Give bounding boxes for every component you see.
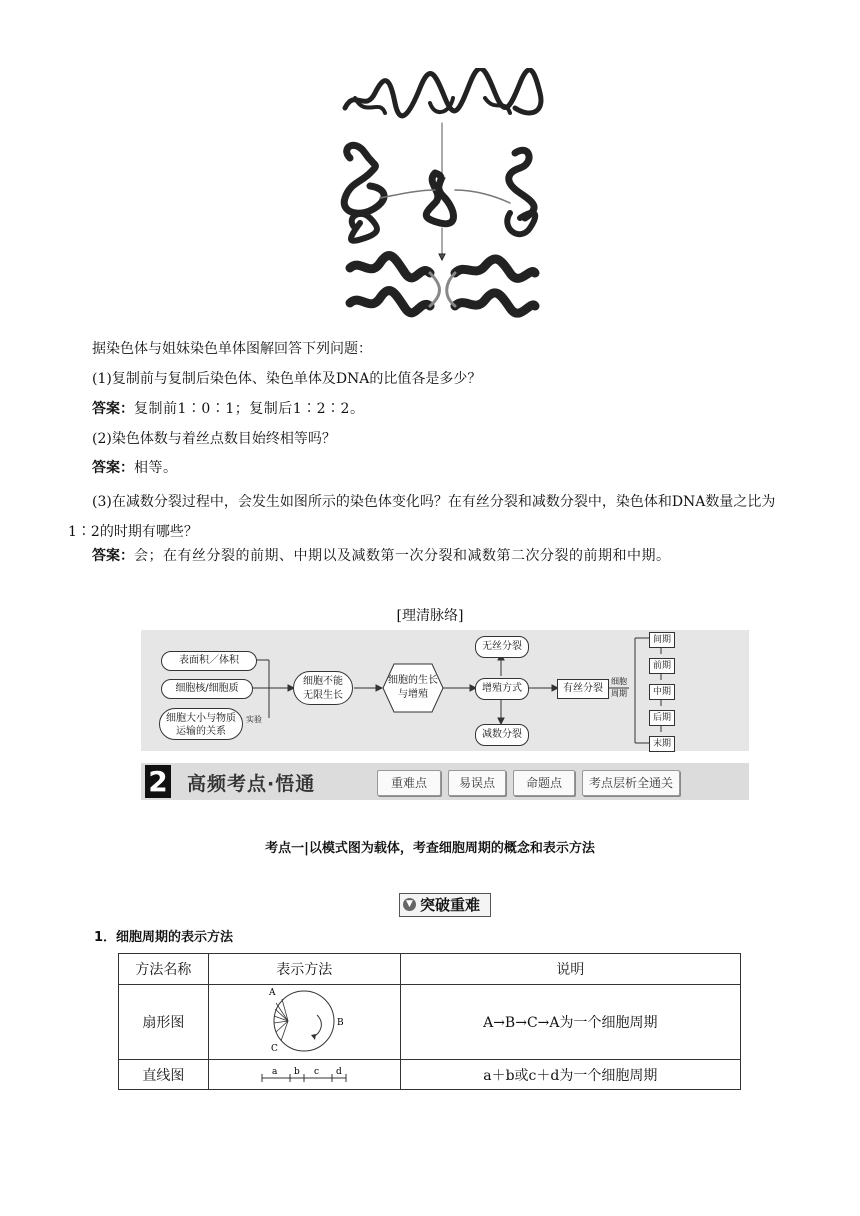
method-name: 直线图 [119,1060,209,1090]
question-2: (2)染色体数与着丝点数目始终相等吗？ [92,431,336,447]
concept-node-growth-proliferation: 细胞的生长与增殖 [388,675,438,700]
fan-diagram-cell [208,985,400,1060]
answer-label: 答案： [92,401,134,417]
line-label-a: a [272,1066,278,1077]
line-diagram [254,1062,354,1084]
concept-node-surface-volume: 表面积／体积 [161,651,257,671]
answer-text: 相等。 [134,460,178,476]
fan-label-c: C [271,1044,279,1054]
concept-map [141,630,749,751]
line-label-b: b [294,1066,300,1077]
list-heading: 1．细胞周期的表示方法 [94,930,234,945]
fan-label-a: A [269,988,276,998]
phase-prophase: 前期 [649,658,675,674]
concept-node-amitosis: 无丝分裂 [475,636,529,658]
answer-text: 会；在有丝分裂的前期、中期以及减数第一次分裂和减数第二次分裂的前期和中期。 [134,548,671,564]
phase-anaphase: 后期 [649,710,675,726]
experiment-label: 实验 [246,715,262,724]
phase-interphase: 间期 [649,632,675,648]
concept-node-proliferation-mode: 增殖方式 [475,678,529,700]
answer-1 [92,399,364,419]
header-description: 说明 [400,954,740,985]
line-diagram-cell [208,1060,400,1090]
method-description: A→B→C→A为一个细胞周期 [400,985,740,1060]
concept-node-mitosis: 有丝分裂 [557,679,609,699]
question-3 [68,487,798,547]
section-banner [141,763,749,800]
header-representation: 表示方法 [208,954,400,985]
concept-node-meiosis: 减数分裂 [475,724,529,746]
tab-error-prone[interactable]: 易误点 [448,770,506,796]
tab-key-difficulties[interactable]: 重难点 [377,770,441,796]
badge-label: 突破重难 [420,896,481,914]
intro-text: 据染色体与姐妹染色单体图解回答下列问题： [92,341,372,357]
concept-node-cannot-grow: 细胞不能无限生长 [293,671,353,705]
method-name: 扇形图 [119,985,209,1060]
answer-label: 答案： [92,548,134,564]
answer-2 [92,458,178,478]
section-number: 2 [145,765,171,798]
table-header-row [119,954,741,985]
section-title: [理清脉络] [396,608,464,624]
line-label-c: c [314,1066,320,1077]
table-row [119,985,741,1060]
fan-diagram [249,985,359,1055]
concept-node-nucleus-cytoplasm: 细胞核/细胞质 [161,679,253,699]
cell-cycle-label: 细胞周期 [611,677,627,698]
topic-heading: 考点一|以模式图为载体，考查细胞周期的概念和表示方法 [265,841,595,856]
chromosome-diagram [335,68,550,326]
answer-text: 复制前1∶0∶1；复制后1∶2∶2。 [134,401,365,417]
line-label-d: d [336,1066,342,1077]
phase-telophase: 末期 [649,736,675,752]
answer-label: 答案： [92,460,134,476]
method-description: a＋b或c＋d为一个细胞周期 [400,1060,740,1090]
section-badge [399,893,491,917]
table-row [119,1060,741,1090]
methods-table [118,953,741,1090]
header-method-name: 方法名称 [119,954,209,985]
chevron-down-icon: ▼ [403,898,416,911]
question-3-text: (3)在减数分裂过程中，会发生如图所示的染色体变化吗？在有丝分裂和减数分裂中，染色体和DNA数量之比为1∶2的时期有哪些？ [68,494,776,540]
banner-title: 高频考点·悟通 [187,773,316,795]
phase-metaphase: 中期 [649,684,675,700]
tab-full-mastery[interactable]: 考点层析全通关 [582,770,680,796]
answer-3 [92,546,671,566]
concept-node-cell-size-transport: 细胞大小与物质运输的关系 [159,708,243,740]
question-1: (1)复制前与复制后染色体、染色单体及DNA的比值各是多少？ [92,371,482,387]
fan-label-b: B [337,1018,344,1028]
tab-exam-points[interactable]: 命题点 [513,770,575,796]
